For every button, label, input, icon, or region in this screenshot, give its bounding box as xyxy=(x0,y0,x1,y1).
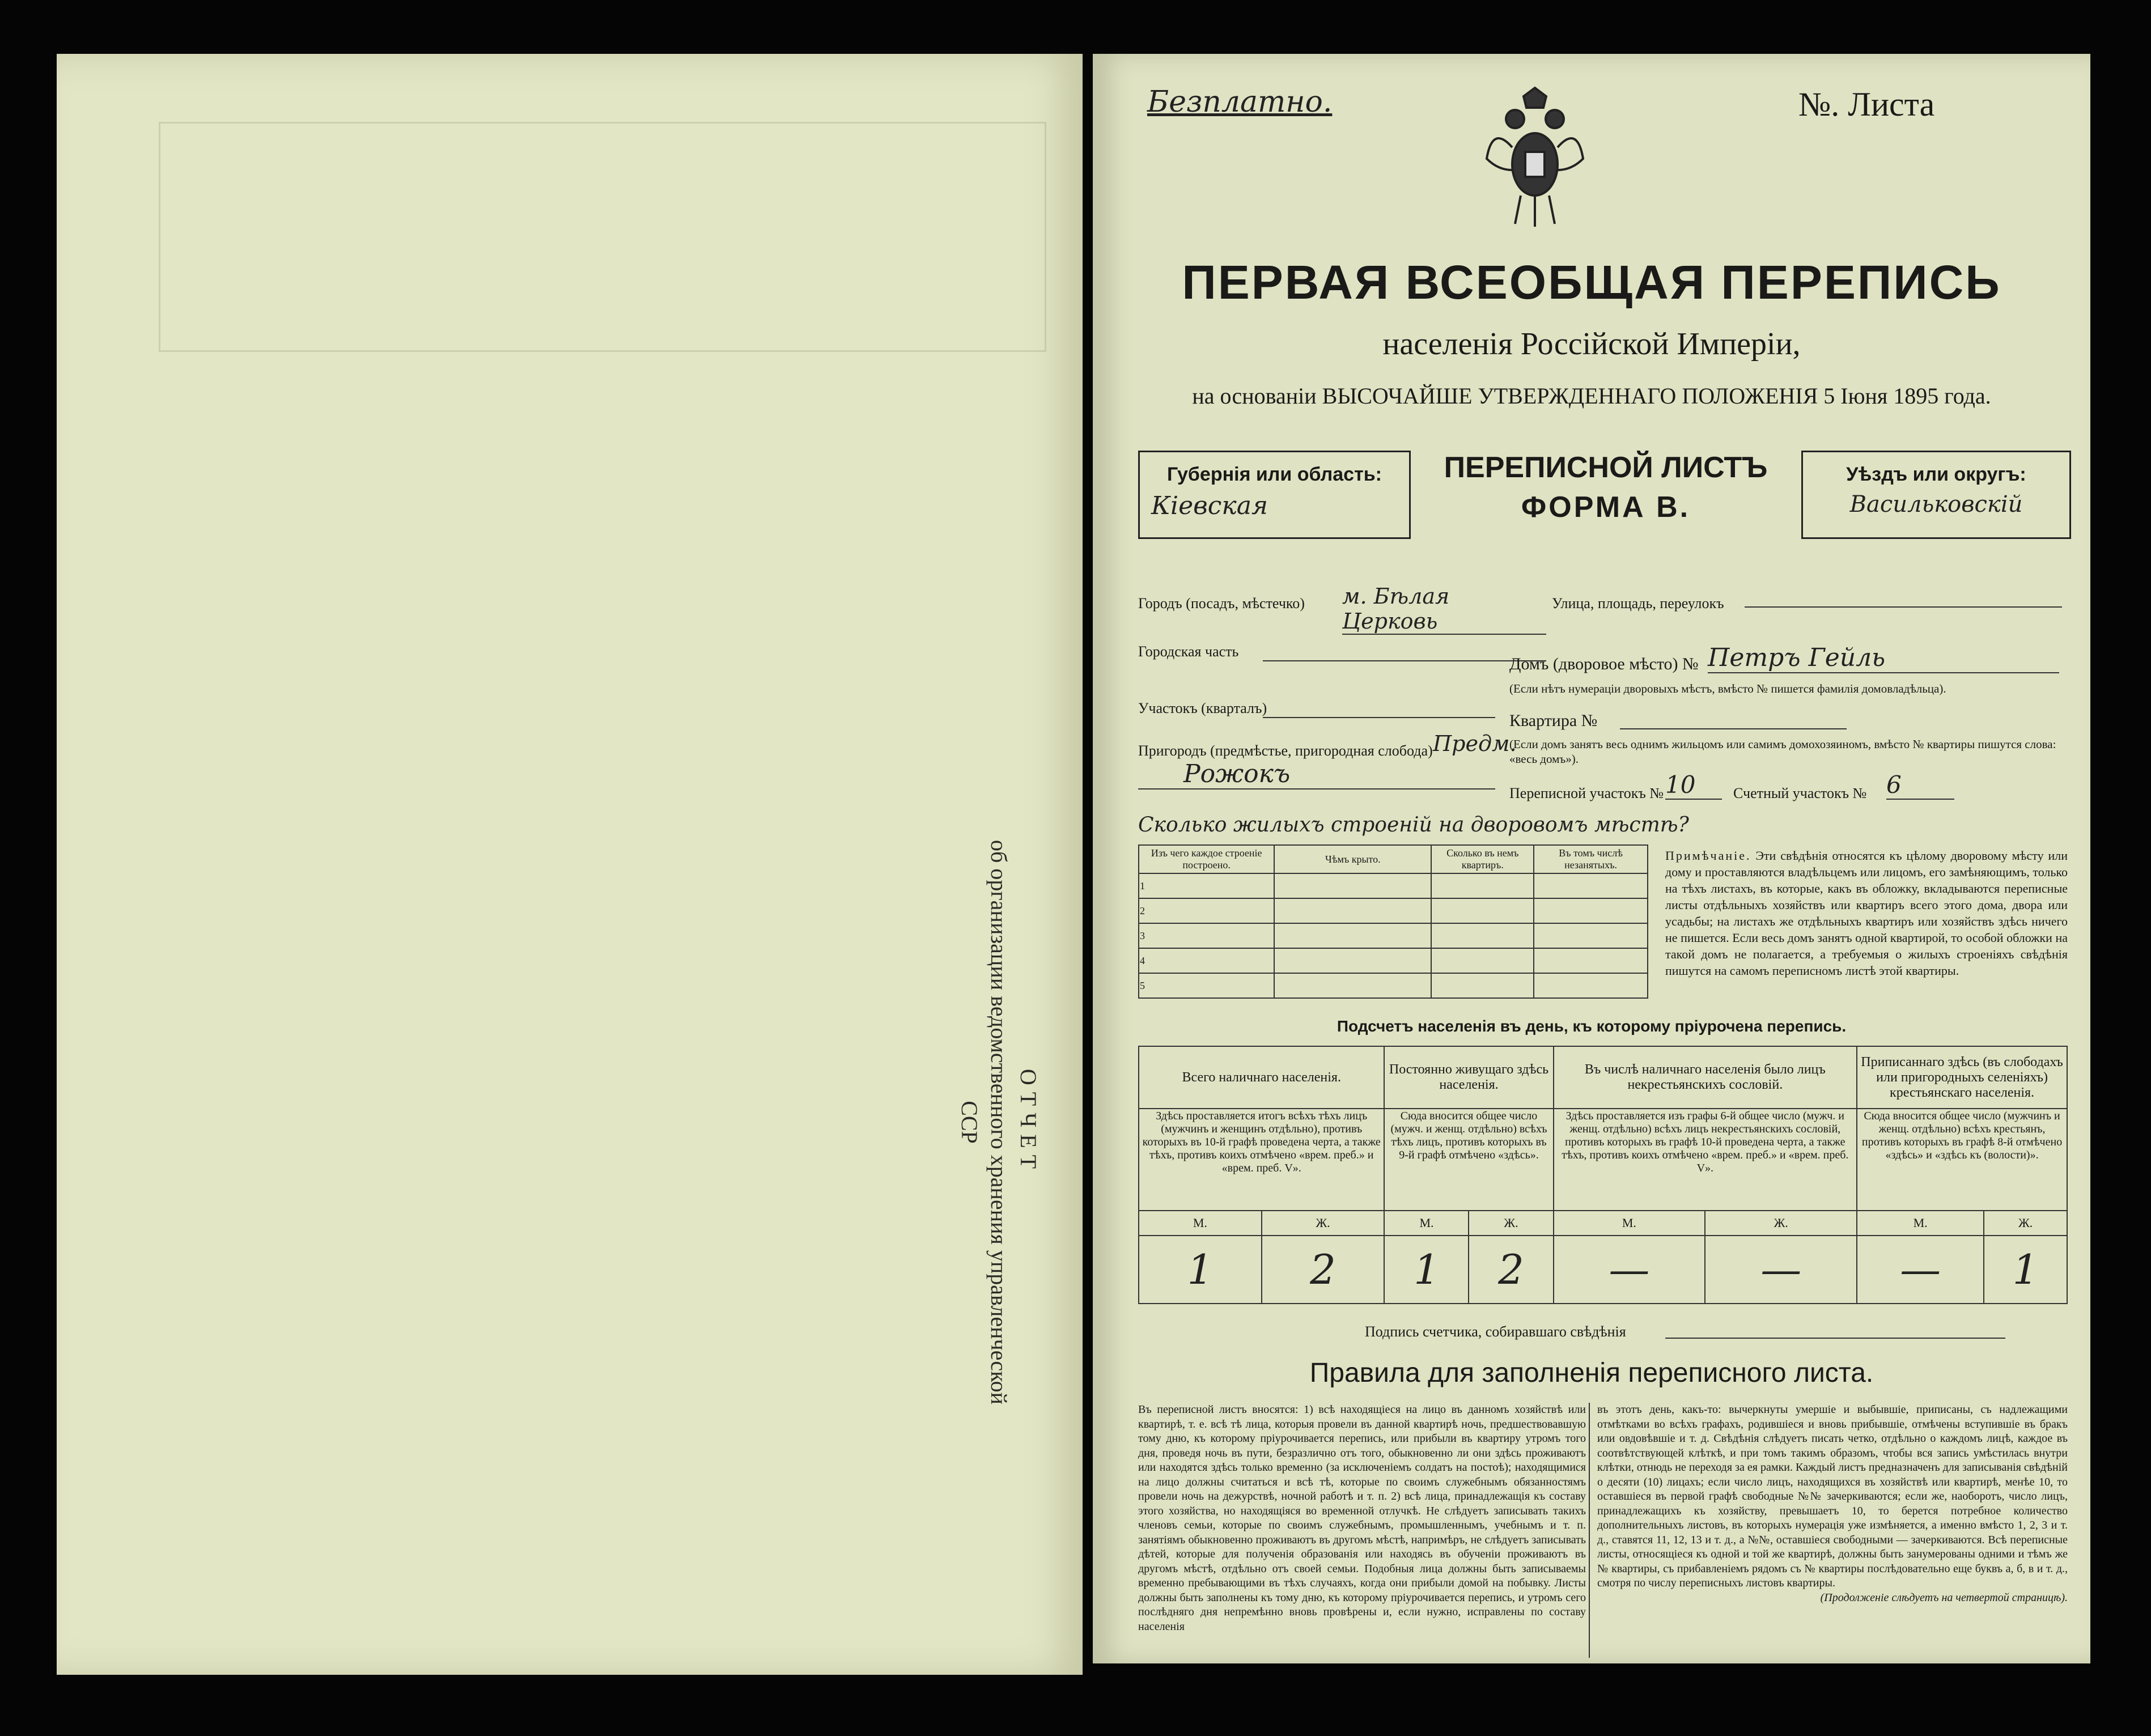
suburb-value-line2: Рожокъ xyxy=(1138,759,1495,790)
district-field xyxy=(1263,660,1546,661)
peasant-male-count: — xyxy=(1857,1236,1984,1304)
f-label: Ж. xyxy=(1469,1211,1553,1236)
sheet-number-label: №. Листа xyxy=(1798,86,1935,123)
m-label: М. xyxy=(1554,1211,1705,1236)
count-district-label: Счетный участокъ № xyxy=(1733,785,1867,801)
gubernia-box xyxy=(1138,451,1411,539)
signature-label: Подпись счетчика, собиравшаго свѣдѣнія xyxy=(1365,1323,1626,1340)
bleed-through-table xyxy=(159,122,1046,352)
spine-subtitle: об организации ведомственного хранения управленческой xyxy=(986,840,1012,1404)
main-title: ПЕРВАЯ ВСЕОБЩАЯ ПЕРЕПИСЬ xyxy=(1182,256,2001,309)
m-label: М. xyxy=(1384,1211,1469,1236)
buildings-header-material: Изъ чего каждое строеніе построено. xyxy=(1139,845,1274,873)
uezd-label: Уѣздъ или округъ: xyxy=(1846,464,2026,485)
total-male-count: 1 xyxy=(1139,1236,1262,1304)
f-label: Ж. xyxy=(1705,1211,1857,1236)
population-desc: Сюда вносится общее число (мужчинъ и женщ. отдѣльно) всѣхъ крестьянъ, противъ которыхъ въ графѣ 8-й отмѣчено «здѣсь» и «здѣсь къ (волости)». xyxy=(1857,1109,2067,1211)
form-name: ФОРМА В. xyxy=(1521,491,1691,524)
quarter-field xyxy=(1263,717,1495,718)
buildings-header-apartments: Сколько въ немъ квартиръ. xyxy=(1431,845,1534,873)
uezd-box xyxy=(1801,451,2071,539)
rules-continued: (Продолженіе слѣдуетъ на четвертой страницѣ). xyxy=(1820,1591,2068,1604)
quarter-label: Участокъ (кварталъ) xyxy=(1138,700,1267,716)
apartment-field xyxy=(1620,728,1847,729)
buildings-row-number: 5 xyxy=(1139,973,1274,998)
note-text: Эти свѣдѣнія относятся къ цѣлому дворовому мѣсту или дому и проставляются владѣльцемъ или лицомъ, его замѣняющимъ, только на тѣхъ листахъ, въ которые, какъ въ обложку, вкладываются переписные листы отдѣльныхъ хозяйствъ или квартиръ всего этого дома, двора или усадьбы; на листахъ же отдѣльныхъ квартиръ или хозяйствъ здѣсь ничего не пишется. Если весь домъ занятъ одной квартирой, то особой обложки на такой домъ не полагается, а требуемыя о жилыхъ строеніяхъ свѣдѣнія пишутся на самомъ переписномъ листѣ этой квартиры. xyxy=(1665,848,2068,978)
house-note: (Если нѣтъ нумераціи дворовыхъ мѣстъ, вмѣсто № пишется фамилія домовладѣльца). xyxy=(1509,682,1946,695)
population-col-peasant: Приписаннаго здѣсь (въ слободахъ или пригородныхъ селеніяхъ) крестьянскаго населенія. xyxy=(1857,1046,2067,1109)
gubernia-value: Кіевская xyxy=(1151,491,1268,520)
free-label: Безплатно. xyxy=(1147,85,1333,119)
gubernia-label: Губернія или область: xyxy=(1167,464,1382,485)
house-label: Домъ (дворовое мѣсто) № xyxy=(1509,655,1699,673)
buildings-header-vacant: Въ томъ числѣ незанятыхъ. xyxy=(1534,845,1648,873)
total-female-count: 2 xyxy=(1262,1236,1385,1304)
count-district-value: 6 xyxy=(1886,771,1954,800)
street-label: Улица, площадь, переулокъ xyxy=(1552,595,1724,612)
sheet-title-block xyxy=(1422,451,1790,524)
rules-column-1: Въ переписной листъ вносятся: 1) всѣ находящіеся на лицо въ данномъ хозяйствѣ или квартирѣ, т. е. всѣ тѣ лица, которыя провели въ данной квартирѣ ночь, предшествовавшую тому дню, къ которому пріурочивается перепись, или прибыли въ квартиру утромъ того дня, проведя ночь въ пути, безразлично отъ того, обыкновенно ли они здѣсь проживаютъ или находятся здѣсь только временно (за исключеніемъ солдатъ на постоѣ); находящимися на лицо должны считаться и всѣ тѣ, которые по своимъ служебнымъ обязанностямъ провели ночь на дежурствѣ, ночной работѣ и т. п. 2) всѣ лица, принадлежащія къ составу этого хозяйства, но находящіяся во временной отлучкѣ. Не слѣдуетъ записывать такихъ членовъ семьи, которые по своимъ служебнымъ, промышленнымъ, учебнымъ и т. п. занятіямъ обыкновенно проживаютъ въ другомъ мѣстѣ, напримѣръ, не слѣдуетъ записывать дѣтей, которые для полученія образованія или находясь въ обученіи проживаютъ въ другомъ мѣстѣ, отдѣльно отъ своей семьи. Подобныя лица должны быть записываемы временно пребывающими въ тѣхъ случаяхъ, когда они прибыли домой на побывку. Листы должны быть заполнены къ тому дню, къ которому пріурочивается перепись, и утромъ сего послѣдняго дня непремѣнно вновь провѣрены и, если нужно, исправлены по составу населенія xyxy=(1138,1403,1586,1633)
nonpeasant-female-count: — xyxy=(1705,1236,1857,1304)
nonpeasant-male-count: — xyxy=(1554,1236,1705,1304)
m-label: М. xyxy=(1139,1211,1262,1236)
district-label: Городская часть xyxy=(1138,643,1239,660)
census-district-label: Переписной участокъ № xyxy=(1509,785,1664,801)
rules-col2-text: въ этотъ день, какъ-то: вычеркнуты умершіе и выбывшіе, приписаны, съ надлежащими отмѣтками во всѣхъ графахъ, родившіеся и вновь прибывшіе, отмѣчены вступившіе въ бракъ или овдовѣвшіе и т. д. Свѣдѣнія слѣдуетъ писать четко, отдѣльно о каждомъ лицѣ, каждое въ соотвѣтствующей клѣткѣ, и при томъ такимъ образомъ, чтобы вся запись умѣстилась внутри клѣтки, отнюдь не переходя за ея рамки. Каждый листъ предназначенъ для записыванія свѣдѣній о десяти (10) лицахъ; если число лицъ, находящихся въ хозяйствѣ или квартирѣ, менѣе 10, то оставшіеся въ первой графѣ свободные №№ зачеркиваются; если же, наоборотъ, число лицъ, принадлежащихъ къ хозяйству, превышаетъ 10, то берется потребное количество дополнительныхъ листовъ, въ которыхъ нумерація уже измѣняется, а именно вмѣсто 1, 2, 3 и т. д., ставятся 11, 12, 13 и т. д., а №№, оставшіеся свободными — зачеркиваются. Всѣ переписные листы, относящіеся къ одной и той же квартирѣ, должны быть занумерованы одними и тѣмъ же № квартиры, съ прибавленіемъ рядомъ съ № квартиры послѣдовательно еще буквъ а, б, в и т. д., смотря по числу переписныхъ листовъ квартиры. xyxy=(1597,1403,2068,1589)
spine-title: ОТЧЕТ xyxy=(1016,1068,1041,1176)
apartment-label: Квартира № xyxy=(1509,711,1598,730)
suburb-label: Пригородъ (предмѣстье, пригородная слобода) xyxy=(1138,742,1433,759)
house-value: Петръ Гейль xyxy=(1708,643,2059,673)
buildings-note xyxy=(1665,847,2068,979)
city-value: м. Бѣлая Церковь xyxy=(1342,584,1546,635)
population-desc: Здѣсь проставляется итогъ всѣхъ тѣхъ лицъ (мужчинъ и женщинъ отдѣльно), противъ которыхъ въ 10-й графѣ проведена черта, а также тѣхъ, противъ коихъ отмѣчено «врем. преб.» и «врем. преб. V». xyxy=(1139,1109,1384,1211)
spine-inscription xyxy=(954,839,1043,1406)
population-table xyxy=(1138,1046,2068,1304)
population-title: Подсчетъ населенія въ день, къ которому пріурочена перепись. xyxy=(1337,1017,1847,1035)
sheet-title: ПЕРЕПИСНОЙ ЛИСТЪ xyxy=(1444,451,1768,484)
uezd-value: Васильковскій xyxy=(1849,491,2023,517)
m-label: М. xyxy=(1857,1211,1984,1236)
buildings-question: Сколько жилыхъ строеній на дворовомъ мѣстѣ? xyxy=(1138,813,1689,837)
population-col-permanent: Постоянно живущаго здѣсь населенія. xyxy=(1384,1046,1553,1109)
double-headed-eagle-emblem xyxy=(1481,85,1589,232)
f-label: Ж. xyxy=(1984,1211,2067,1236)
buildings-table xyxy=(1138,844,1648,999)
population-desc: Здѣсь проставляется изъ графы 6-й общее число (мужч. и женщ. отдѣльно) всѣхъ лицъ некрестьянскихъ сословій, противъ которыхъ въ графѣ 10-й проведена черта, а также тѣхъ, противъ коихъ отмѣчено «врем. преб.» и «врем. преб. V». xyxy=(1554,1109,1857,1211)
buildings-header-roof: Чѣмъ крыто. xyxy=(1274,845,1431,873)
left-page xyxy=(57,54,1083,1675)
note-label: Примѣчаніе. xyxy=(1665,848,1751,863)
census-form-page xyxy=(1093,54,2090,1663)
permanent-female-count: 2 xyxy=(1469,1236,1553,1304)
buildings-row-number: 4 xyxy=(1139,948,1274,973)
population-col-nonpeasant: Въ числѣ наличнаго населенія было лицъ некрестьянскихъ сословій. xyxy=(1554,1046,1857,1109)
f-label: Ж. xyxy=(1262,1211,1385,1236)
rules-divider xyxy=(1589,1403,1590,1658)
population-desc: Сюда вносится общее число (мужч. и женщ. отдѣльно) всѣхъ тѣхъ лицъ, противъ которыхъ въ 9-й графѣ отмѣчено «здѣсь». xyxy=(1384,1109,1553,1211)
subtitle: населенія Россійской Имперіи, xyxy=(1382,326,1801,362)
decree-line: на основаніи ВЫСОЧАЙШЕ УТВЕРЖДЕННАГО ПОЛОЖЕНІЯ 5 Іюня 1895 года. xyxy=(1192,383,1991,409)
city-label: Городъ (посадъ, мѣстечко) xyxy=(1138,595,1305,612)
signature-field xyxy=(1665,1338,2005,1339)
street-field xyxy=(1745,606,2062,608)
suburb-value: Предм. xyxy=(1433,731,1517,756)
peasant-female-count: 1 xyxy=(1984,1236,2067,1304)
population-col-total: Всего наличнаго населенія. xyxy=(1139,1046,1384,1109)
rules-title: Правила для заполненія переписного листа. xyxy=(1309,1358,1874,1388)
permanent-male-count: 1 xyxy=(1384,1236,1469,1304)
rules-column-2 xyxy=(1597,1403,2068,1605)
apartment-note: (Если домъ занятъ весь однимъ жильцомъ или самимъ домохозяиномъ, вмѣсто № квартиры пишутся слова: «весь домъ»). xyxy=(1509,737,2056,766)
spine-suffix: ССР xyxy=(957,1101,982,1144)
buildings-row-number: 2 xyxy=(1139,898,1274,923)
census-district-value: 10 xyxy=(1665,771,1722,800)
buildings-row-number: 3 xyxy=(1139,923,1274,948)
buildings-row-number: 1 xyxy=(1139,873,1274,898)
